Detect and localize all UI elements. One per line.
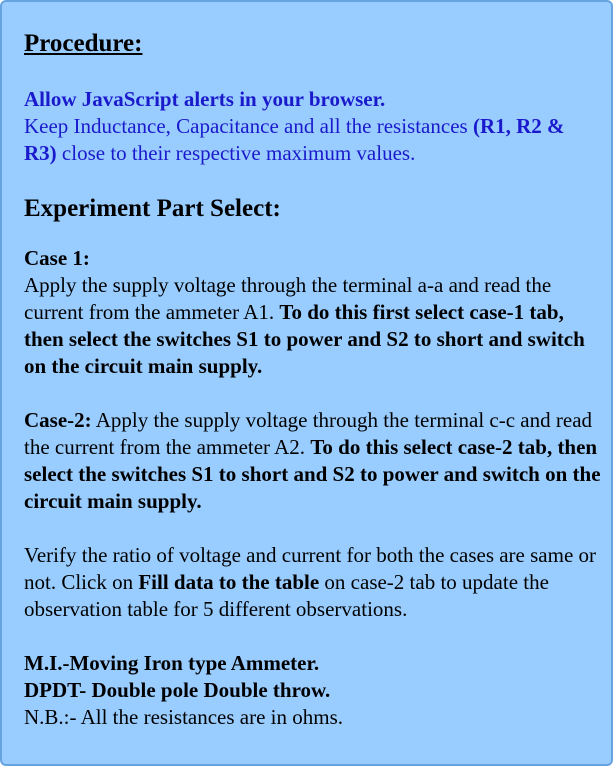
instructions-paragraph xyxy=(24,86,602,167)
resistances-label: (R1, R2 & R3) xyxy=(24,114,565,165)
verify-text-end: on case-2 tab to update the observation table for 5 different observations. xyxy=(24,570,549,621)
case2-instructions: To do this select case-2 tab, then select the switches S1 to short and S2 to power and switch on the circuit main supply. xyxy=(24,435,601,513)
case1-label: Case 1: xyxy=(24,246,90,270)
experiment-part-heading: Experiment Part Select: xyxy=(24,195,281,222)
javascript-alert-note: Allow JavaScript alerts in your browser. xyxy=(24,87,386,111)
case2-text: Apply the supply voltage through the terminal c-c and read the current from the ammeter A2. xyxy=(24,408,593,459)
case1-paragraph xyxy=(24,245,602,380)
verify-text: Verify the ratio of voltage and current for both the cases are same or not. Click on xyxy=(24,543,597,594)
keep-values-text-end: close to their respective maximum values. xyxy=(56,141,416,165)
procedure-heading: Procedure: xyxy=(24,30,143,57)
keep-values-text: Keep Inductance, Capacitance and all the resistances xyxy=(24,114,473,138)
case1-instructions: To do this first select case-1 tab, then select the switches S1 to power and S2 to short and switch on the circuit main supply. xyxy=(24,300,585,378)
case2-paragraph xyxy=(24,407,602,515)
fill-data-label: Fill data to the table xyxy=(138,570,320,594)
notes-paragraph xyxy=(24,650,602,731)
case1-text: Apply the supply voltage through the terminal a-a and read the current from the ammeter A1. xyxy=(24,273,552,324)
nb-note: N.B.:- All the resistances are in ohms. xyxy=(24,705,344,729)
procedure-content xyxy=(24,28,602,731)
case2-label: Case-2: xyxy=(24,408,92,432)
verify-paragraph xyxy=(24,542,602,623)
mi-note: M.I.-Moving Iron type Ammeter. xyxy=(24,651,320,675)
dpdt-note: DPDT- Double pole Double throw. xyxy=(24,678,331,702)
